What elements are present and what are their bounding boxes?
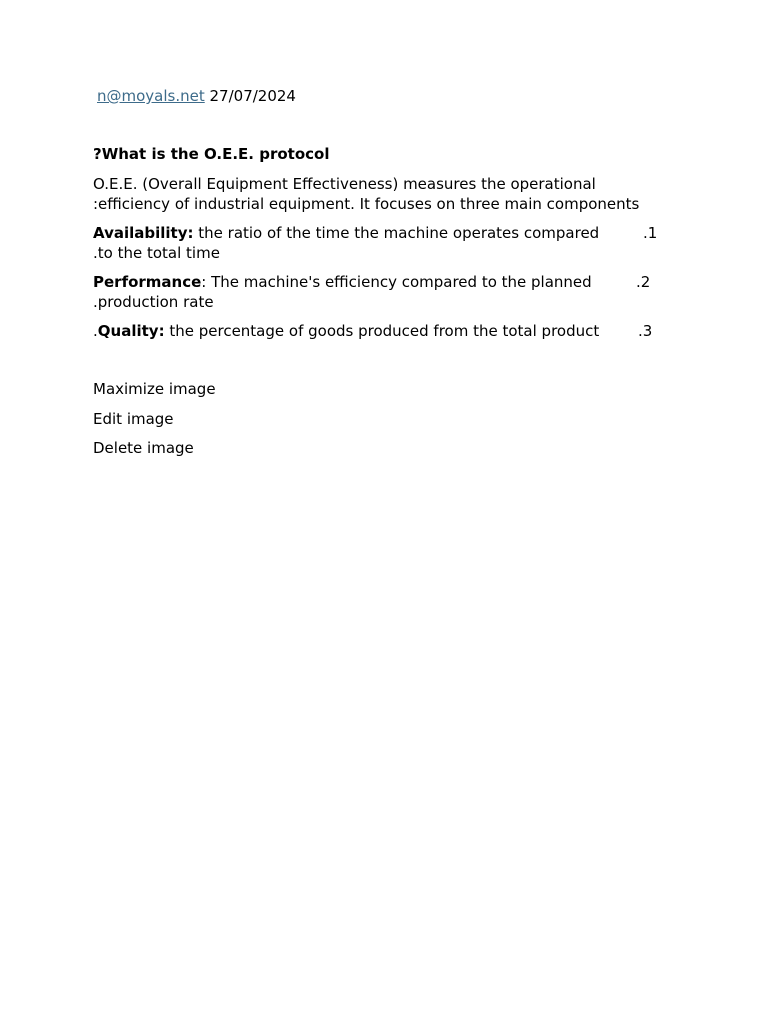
item-text: the percentage of goods produced from the total product [164,322,600,340]
intro-paragraph [93,174,663,214]
date-text: 27/07/2024 [209,87,296,105]
item-term: Quality: [97,322,165,340]
item-number: .2 [636,273,651,291]
maximize-image-button[interactable]: Maximize image [93,380,216,398]
list-item-performance [93,272,663,312]
item-text: the ratio of the time the machine operates compared [193,224,600,242]
item-term: Performance [93,273,202,291]
intro-line-1: O.E.E. (Overall Equipment Effectiveness) measures the operational [93,175,596,193]
delete-image-button[interactable]: Delete image [93,439,194,457]
item-number: .1 [643,224,658,242]
list-item-availability [93,223,663,263]
edit-image-button[interactable]: Edit image [93,409,174,428]
item-prefix: . [93,322,98,340]
list-item-quality [93,321,663,341]
item-number: .3 [638,322,653,340]
item-term: Availability: [93,224,194,242]
intro-line-2: :efficiency of industrial equipment. It focuses on three main components [93,195,640,213]
image-actions-menu [93,379,216,468]
header-line [97,86,296,106]
item-text: : The machine's efficiency compared to the planned [201,273,592,291]
email-link[interactable]: n@moyals.net [97,87,205,105]
article-heading: ?What is the O.E.E. protocol [93,145,330,163]
item-text-continued: .to the total time [93,244,220,262]
item-text-continued: .production rate [93,293,214,311]
